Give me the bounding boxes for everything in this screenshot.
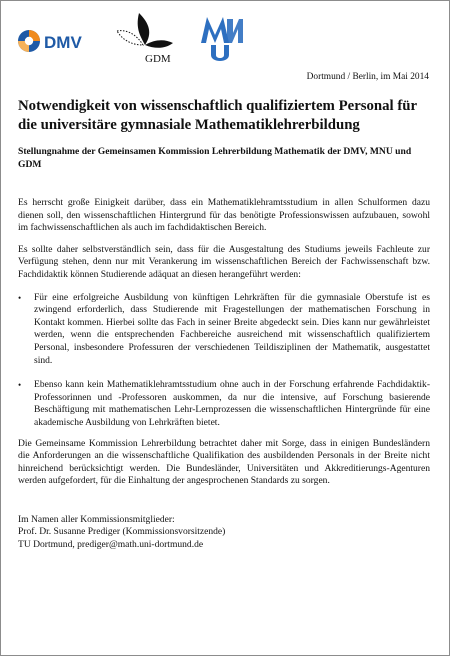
list-item xyxy=(18,379,430,429)
signature-name: Prof. Dr. Susanne Prediger (Kommissionsvorsitzende) xyxy=(18,526,226,538)
dmv-logo-text: DMV xyxy=(44,33,82,52)
document-subtitle: Stellungnahme der Gemeinsamen Kommission Lehrerbildung Mathematik der DMV, MNU und GDM xyxy=(18,146,412,170)
document-body xyxy=(18,97,430,552)
bullet-icon: • xyxy=(18,380,22,391)
bullet-text: Für eine erfolgreiche Ausbildung von künftigen Lehrkräften für die gymnasiale Oberstufe ist es zwingend erforderlich, dass Studierende mit Fragestellungen der mathematischen Forschung in Kontakt kommen. Hierbei sollte das Fach in seiner Breite abgedeckt sein. Dies kann nur gewährleistet werden, wenn die entsprechenden Fachbereiche ausreichend mit wissenschaftlich qualifiziertem Personal, insbesondere Professuren der verschiedenen Teildisziplinen der Mathematik, ausgestattet sind. xyxy=(34,291,430,366)
list-item xyxy=(18,292,430,368)
bullet-list xyxy=(18,292,430,430)
paragraph-staffing: Es sollte daher selbstverständlich sein, dass für die Ausgestaltung des Studiums jeweils Fachleute zur Verfügung stehen, denn nur mit Verankerung im wissenschaftlichen Bereich der Fachwissenschaft bzw. Fachdidaktik können Studierende adäquat an diesen herangeführt werden: xyxy=(18,243,430,280)
gdm-logo-text: GDM xyxy=(145,53,171,65)
date-place-line: Dortmund / Berlin, im Mai 2014 xyxy=(306,72,429,82)
bullet-text: Ebenso kann kein Mathematiklehramtsstudium ohne auch in der Forschung erfahrende Fachdidaktik-Professorinnen und -Professoren auskommen, da nur die intensive, auf Forschung basierende Beschäftigung mit mathematischen Lehr-Lernprozessen die wissenschaftlichen Hintergründe für eine akademische Ausbildung von Lehrkräften bietet. xyxy=(34,379,430,428)
mnu-logo xyxy=(197,13,245,65)
logo-bar xyxy=(1,7,450,67)
signature-intro: Im Namen aller Kommissionsmitglieder: xyxy=(18,513,175,525)
bullet-icon: • xyxy=(18,292,22,303)
signature-contact: TU Dortmund, prediger@math.uni-dortmund.de xyxy=(18,539,204,551)
paragraph-intro: Es herrscht große Einigkeit darüber, dass ein Mathematiklehramtsstudium in allen Schulformen dazu dienen soll, den wissenschaftlichen Hintergrund für das benötigte Professionswissen aufzubauen, sowohl im fachwissenschaftlichen als auch im fachdidaktischen Bereich. xyxy=(18,197,430,234)
document-title: Notwendigkeit von wissenschaftlich qualifiziertem Personal für die universitäre gymnasiale Mathematiklehrerbildung xyxy=(18,98,417,133)
dmv-logo xyxy=(17,27,109,55)
paragraph-conclusion: Die Gemeinsame Kommission Lehrerbildung betrachtet daher mit Sorge, dass in einigen Bundesländern die Anforderungen an die wissenschaftliche Qualifikation des ausbildenden Personals in der Breite nicht hinreichend berücksichtigt werden. Die Bundesländer, Universitäten und Akkreditierungs-Agenturen werden aufgefordert, für die Einhaltung der angesprochenen Standards zu sorgen. xyxy=(18,437,430,487)
gdm-logo xyxy=(109,9,179,65)
signature-block xyxy=(18,514,430,552)
